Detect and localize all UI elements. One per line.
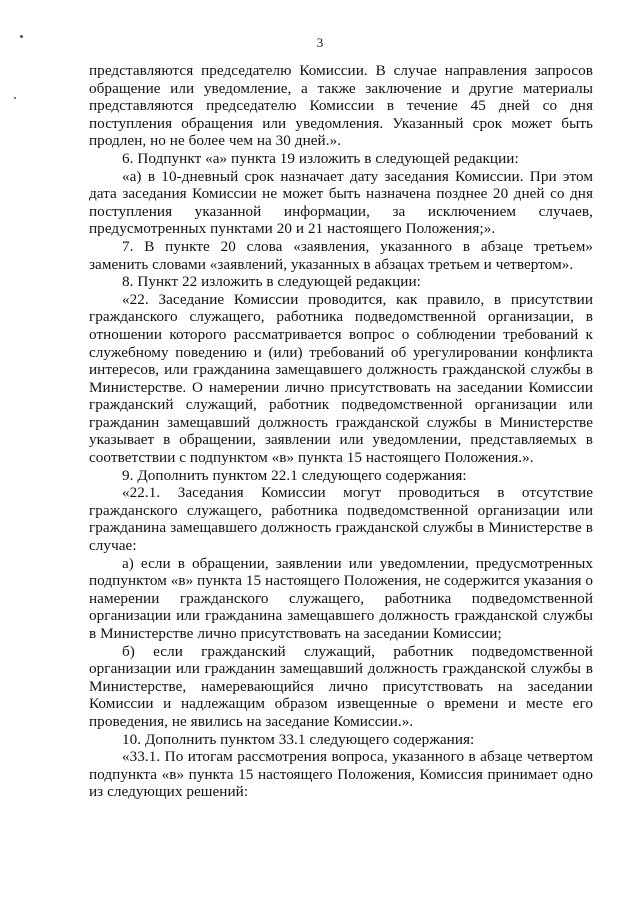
paragraph: 8. Пункт 22 изложить в следующей редакции: — [122, 273, 421, 291]
paragraph: б) если гражданский служащий, работник подведомственной организации или гражданин замещавший должность гражданской службы в Министерстве, намеревающийся лично присутствовать на заседании Комиссии и надлежащим образом извещенные о времени и месте его проведения, не явились на заседание Комиссии.». — [89, 642, 593, 730]
scan-speck — [14, 97, 16, 99]
paragraph: «22.1. Заседания Комиссии могут проводиться в отсутствие гражданского служащего, работника подведомственной организации или гражданина замещавшего должность гражданской службы в Министерстве в случае: — [89, 484, 593, 555]
paragraph: 7. В пункте 20 слова «заявления, указанного в абзаце третьем» заменить словами «заявлений, указанных в абзацах третьем и четвертом». — [89, 237, 593, 273]
page-number: 3 — [316, 35, 324, 50]
paragraph: а) если в обращении, заявлении или уведомлении, предусмотренных подпунктом «в» пункта 15 настоящего Положения, не содержится указания о намерении гражданского служащего, работника подведомственной организации или гражданина замещавшего должность гражданской службы в Министерстве лично присутствовать на заседании Комиссии; — [89, 554, 593, 642]
paragraph: 6. Подпункт «а» пункта 19 изложить в следующей редакции: — [122, 149, 519, 167]
document-body — [89, 62, 593, 801]
paragraph: «а) в 10-дневный срок назначает дату заседания Комиссии. При этом дата заседания Комиссии не может быть назначена позднее 20 дней со дня поступления указанной информации, за исключением случаев, предусмотренных пунктами 20 и 21 настоящего Положения;». — [89, 167, 593, 238]
paragraph: 10. Дополнить пунктом 33.1 следующего содержания: — [122, 730, 475, 748]
paragraph: представляются председателю Комиссии. В случае направления запросов обращение или уведомление, а также заключение и другие материалы представляются председателю Комиссии в течение 45 дней со дня поступления обращения или уведомления. Указанный срок может быть продлен, но не более чем на 30 дней.». — [89, 62, 593, 150]
paragraph: 9. Дополнить пунктом 22.1 следующего содержания: — [122, 466, 467, 484]
paragraph: «33.1. По итогам рассмотрения вопроса, указанного в абзаце четвертом подпункта «в» пункта 15 настоящего Положения, Комиссия принимает одно из следующих решений: — [89, 748, 593, 801]
paragraph: «22. Заседание Комиссии проводится, как правило, в присутствии гражданского служащего, работника подведомственной организации, в отношении которого рассматривается вопрос о соблюдении требований к служебному поведению и (или) требований об урегулировании конфликта интересов, или гражданина замещавшего должность гражданской службы в Министерстве. О намерении лично присутствовать на заседании Комиссии гражданский служащий, работник подведомственной организации или гражданин замещавший должность гражданской службы в Министерстве указывает в обращении, заявлении или уведомлении, представляемых в соответствии с подпунктом «в» пункта 15 настоящего Положения.». — [89, 290, 593, 467]
